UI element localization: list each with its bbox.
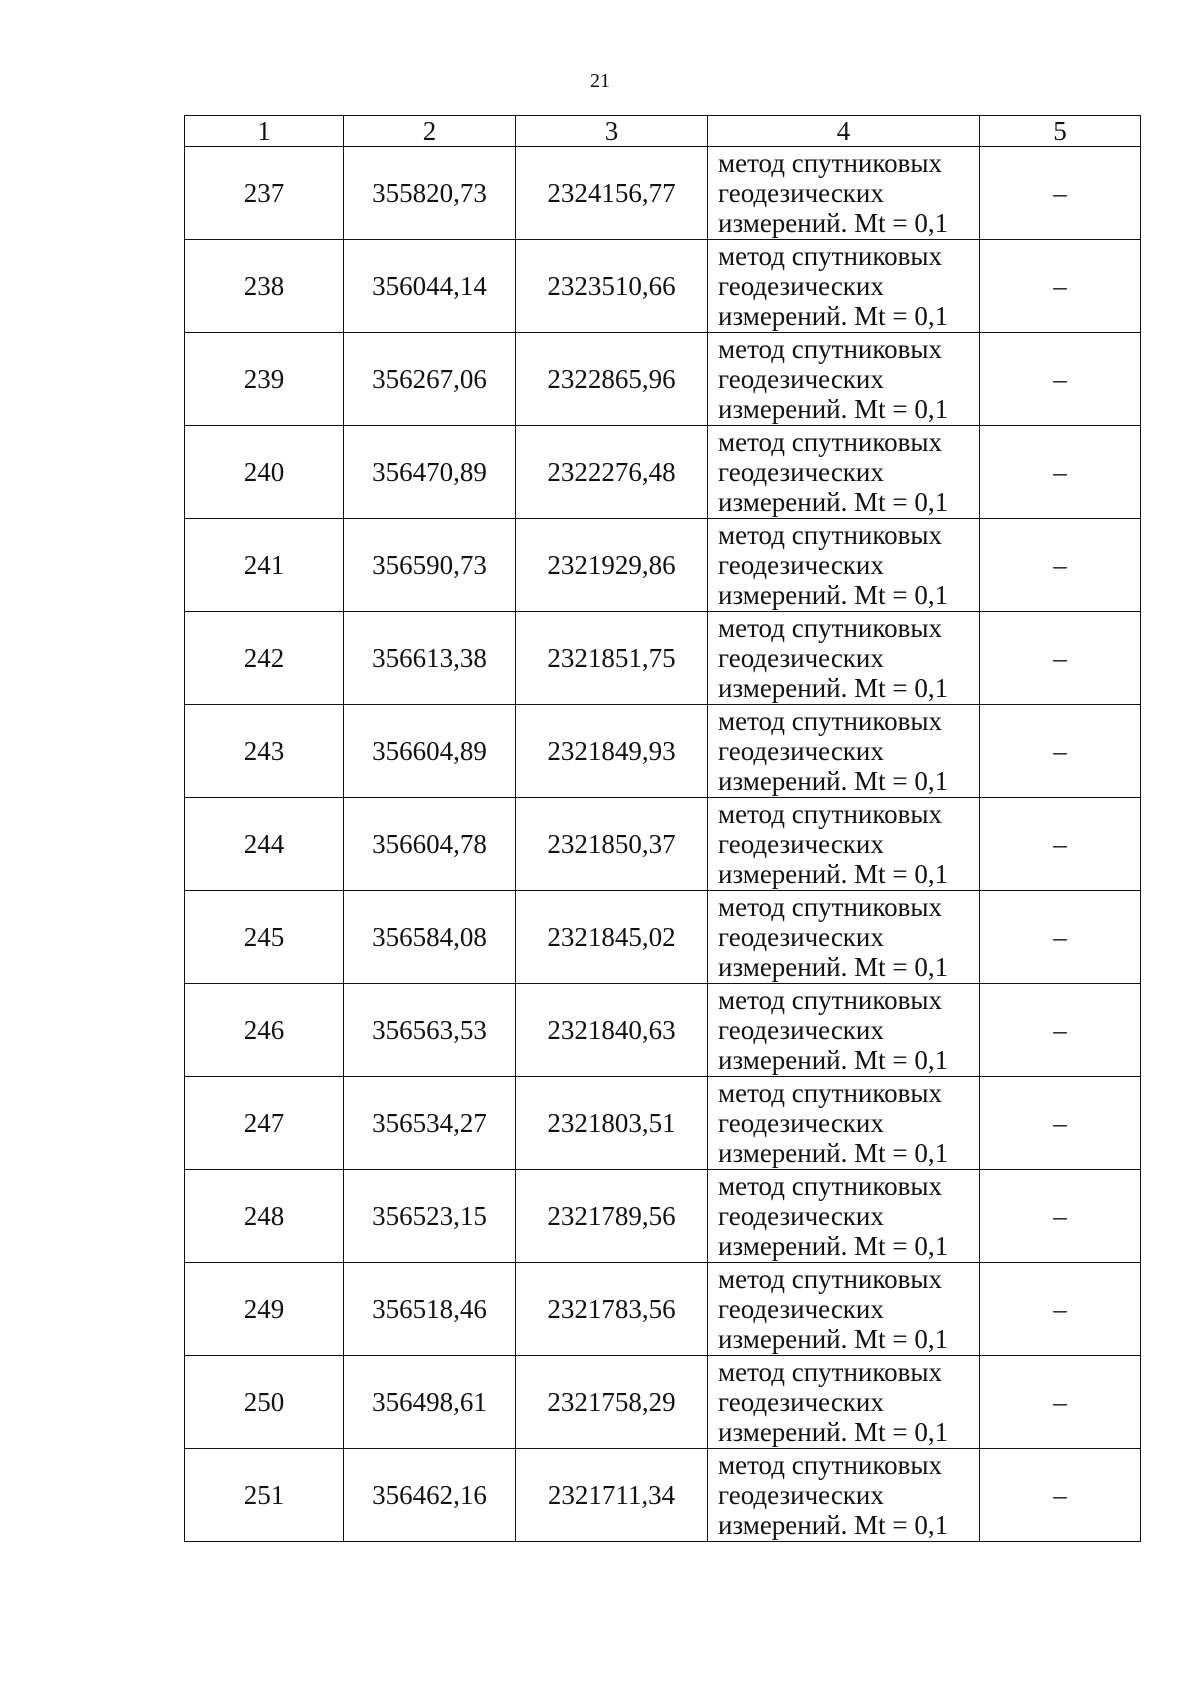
note-cell: – bbox=[980, 1263, 1141, 1356]
point-number-cell: 238 bbox=[185, 240, 344, 333]
table-row bbox=[185, 1263, 1141, 1356]
table-row bbox=[185, 426, 1141, 519]
method-cell bbox=[708, 1077, 980, 1170]
method-cell bbox=[708, 984, 980, 1077]
point-number-cell: 247 bbox=[185, 1077, 344, 1170]
method-cell bbox=[708, 705, 980, 798]
method-line: измерений. Mt = 0,1 bbox=[718, 1231, 949, 1261]
point-number-cell: 241 bbox=[185, 519, 344, 612]
method-cell bbox=[708, 519, 980, 612]
method-line: геодезических bbox=[718, 1480, 884, 1510]
method-line: геодезических bbox=[718, 178, 884, 208]
table-row bbox=[185, 1077, 1141, 1170]
coord-x-cell: 356518,46 bbox=[344, 1263, 516, 1356]
coord-x-cell: 356590,73 bbox=[344, 519, 516, 612]
coord-x-cell: 356563,53 bbox=[344, 984, 516, 1077]
note-cell: – bbox=[980, 333, 1141, 426]
coord-y-cell: 2321840,63 bbox=[516, 984, 708, 1077]
note-cell: – bbox=[980, 798, 1141, 891]
note-cell: – bbox=[980, 240, 1141, 333]
point-number-cell: 245 bbox=[185, 891, 344, 984]
header-col-4: 4 bbox=[708, 116, 980, 147]
coord-x-cell: 356604,89 bbox=[344, 705, 516, 798]
note-cell: – bbox=[980, 147, 1141, 240]
table-row bbox=[185, 891, 1141, 984]
point-number-cell: 240 bbox=[185, 426, 344, 519]
coord-x-cell: 356523,15 bbox=[344, 1170, 516, 1263]
note-cell: – bbox=[980, 1356, 1141, 1449]
point-number-cell: 244 bbox=[185, 798, 344, 891]
method-cell bbox=[708, 1449, 980, 1542]
method-line: метод спутниковых bbox=[718, 334, 942, 364]
method-line: метод спутниковых bbox=[718, 1450, 942, 1480]
method-line: геодезических bbox=[718, 1294, 884, 1324]
header-col-3: 3 bbox=[516, 116, 708, 147]
point-number-cell: 248 bbox=[185, 1170, 344, 1263]
table-row bbox=[185, 519, 1141, 612]
method-line: геодезических bbox=[718, 643, 884, 673]
note-cell: – bbox=[980, 1449, 1141, 1542]
method-line: измерений. Mt = 0,1 bbox=[718, 859, 949, 889]
method-cell bbox=[708, 1356, 980, 1449]
method-line: геодезических bbox=[718, 550, 884, 580]
coord-y-cell: 2322865,96 bbox=[516, 333, 708, 426]
note-cell: – bbox=[980, 705, 1141, 798]
note-cell: – bbox=[980, 426, 1141, 519]
method-cell bbox=[708, 1170, 980, 1263]
method-line: измерений. Mt = 0,1 bbox=[718, 394, 949, 424]
table-row bbox=[185, 984, 1141, 1077]
method-line: измерений. Mt = 0,1 bbox=[718, 1138, 949, 1168]
point-number-cell: 249 bbox=[185, 1263, 344, 1356]
coord-y-cell: 2321851,75 bbox=[516, 612, 708, 705]
method-line: геодезических bbox=[718, 1387, 884, 1417]
coord-x-cell: 356044,14 bbox=[344, 240, 516, 333]
coord-x-cell: 356613,38 bbox=[344, 612, 516, 705]
method-line: метод спутниковых bbox=[718, 1357, 942, 1387]
method-line: метод спутниковых bbox=[718, 1171, 942, 1201]
coord-y-cell: 2321758,29 bbox=[516, 1356, 708, 1449]
note-cell: – bbox=[980, 891, 1141, 984]
method-line: геодезических bbox=[718, 457, 884, 487]
header-col-5: 5 bbox=[980, 116, 1141, 147]
coord-y-cell: 2324156,77 bbox=[516, 147, 708, 240]
method-line: геодезических bbox=[718, 829, 884, 859]
method-line: метод спутниковых bbox=[718, 1264, 942, 1294]
method-line: геодезических bbox=[718, 922, 884, 952]
method-line: измерений. Mt = 0,1 bbox=[718, 1417, 949, 1447]
table-row bbox=[185, 1449, 1141, 1542]
coord-x-cell: 356267,06 bbox=[344, 333, 516, 426]
coord-x-cell: 356604,78 bbox=[344, 798, 516, 891]
note-cell: – bbox=[980, 984, 1141, 1077]
point-number-cell: 242 bbox=[185, 612, 344, 705]
note-cell: – bbox=[980, 612, 1141, 705]
method-line: геодезических bbox=[718, 1015, 884, 1045]
method-line: метод спутниковых bbox=[718, 427, 942, 457]
table-row bbox=[185, 240, 1141, 333]
method-line: метод спутниковых bbox=[718, 1078, 942, 1108]
method-line: метод спутниковых bbox=[718, 706, 942, 736]
note-cell: – bbox=[980, 519, 1141, 612]
table-row bbox=[185, 333, 1141, 426]
method-line: измерений. Mt = 0,1 bbox=[718, 208, 949, 238]
coord-x-cell: 356498,61 bbox=[344, 1356, 516, 1449]
table-row bbox=[185, 612, 1141, 705]
table-row bbox=[185, 705, 1141, 798]
coord-y-cell: 2323510,66 bbox=[516, 240, 708, 333]
method-line: измерений. Mt = 0,1 bbox=[718, 487, 949, 517]
method-line: измерений. Mt = 0,1 bbox=[718, 1510, 949, 1540]
header-col-1: 1 bbox=[185, 116, 344, 147]
coord-y-cell: 2321929,86 bbox=[516, 519, 708, 612]
table-row bbox=[185, 798, 1141, 891]
method-cell bbox=[708, 891, 980, 984]
method-line: измерений. Mt = 0,1 bbox=[718, 673, 949, 703]
method-line: измерений. Mt = 0,1 bbox=[718, 1045, 949, 1075]
table-row bbox=[185, 1356, 1141, 1449]
point-number-cell: 246 bbox=[185, 984, 344, 1077]
point-number-cell: 251 bbox=[185, 1449, 344, 1542]
method-line: метод спутниковых bbox=[718, 799, 942, 829]
table-row bbox=[185, 1170, 1141, 1263]
point-number-cell: 250 bbox=[185, 1356, 344, 1449]
coord-y-cell: 2321783,56 bbox=[516, 1263, 708, 1356]
method-cell bbox=[708, 333, 980, 426]
point-number-cell: 243 bbox=[185, 705, 344, 798]
point-number-cell: 237 bbox=[185, 147, 344, 240]
method-line: геодезических bbox=[718, 1108, 884, 1138]
method-line: геодезических bbox=[718, 736, 884, 766]
method-line: метод спутниковых bbox=[718, 148, 942, 178]
coordinates-table bbox=[184, 115, 1141, 1542]
method-line: измерений. Mt = 0,1 bbox=[718, 952, 949, 982]
method-cell bbox=[708, 1263, 980, 1356]
method-line: метод спутниковых bbox=[718, 241, 942, 271]
note-cell: – bbox=[980, 1077, 1141, 1170]
method-line: метод спутниковых bbox=[718, 520, 942, 550]
method-cell bbox=[708, 426, 980, 519]
method-line: геодезических bbox=[718, 1201, 884, 1231]
coord-x-cell: 355820,73 bbox=[344, 147, 516, 240]
coord-x-cell: 356470,89 bbox=[344, 426, 516, 519]
coord-x-cell: 356462,16 bbox=[344, 1449, 516, 1542]
page-number: 21 bbox=[590, 70, 610, 92]
coord-y-cell: 2321845,02 bbox=[516, 891, 708, 984]
coord-x-cell: 356534,27 bbox=[344, 1077, 516, 1170]
coord-y-cell: 2322276,48 bbox=[516, 426, 708, 519]
coord-y-cell: 2321850,37 bbox=[516, 798, 708, 891]
method-line: измерений. Mt = 0,1 bbox=[718, 766, 949, 796]
coord-y-cell: 2321803,51 bbox=[516, 1077, 708, 1170]
method-line: метод спутниковых bbox=[718, 892, 942, 922]
method-cell bbox=[708, 612, 980, 705]
point-number-cell: 239 bbox=[185, 333, 344, 426]
table-row bbox=[185, 147, 1141, 240]
method-cell bbox=[708, 798, 980, 891]
method-line: измерений. Mt = 0,1 bbox=[718, 1324, 949, 1354]
method-line: геодезических bbox=[718, 271, 884, 301]
table-header-row bbox=[185, 116, 1141, 147]
table-body bbox=[185, 147, 1141, 1542]
header-col-2: 2 bbox=[344, 116, 516, 147]
method-line: метод спутниковых bbox=[718, 613, 942, 643]
method-line: геодезических bbox=[718, 364, 884, 394]
method-cell bbox=[708, 147, 980, 240]
method-line: измерений. Mt = 0,1 bbox=[718, 301, 949, 331]
coord-y-cell: 2321711,34 bbox=[516, 1449, 708, 1542]
method-cell bbox=[708, 240, 980, 333]
coord-y-cell: 2321789,56 bbox=[516, 1170, 708, 1263]
method-line: метод спутниковых bbox=[718, 985, 942, 1015]
coord-y-cell: 2321849,93 bbox=[516, 705, 708, 798]
method-line: измерений. Mt = 0,1 bbox=[718, 580, 949, 610]
note-cell: – bbox=[980, 1170, 1141, 1263]
coord-x-cell: 356584,08 bbox=[344, 891, 516, 984]
